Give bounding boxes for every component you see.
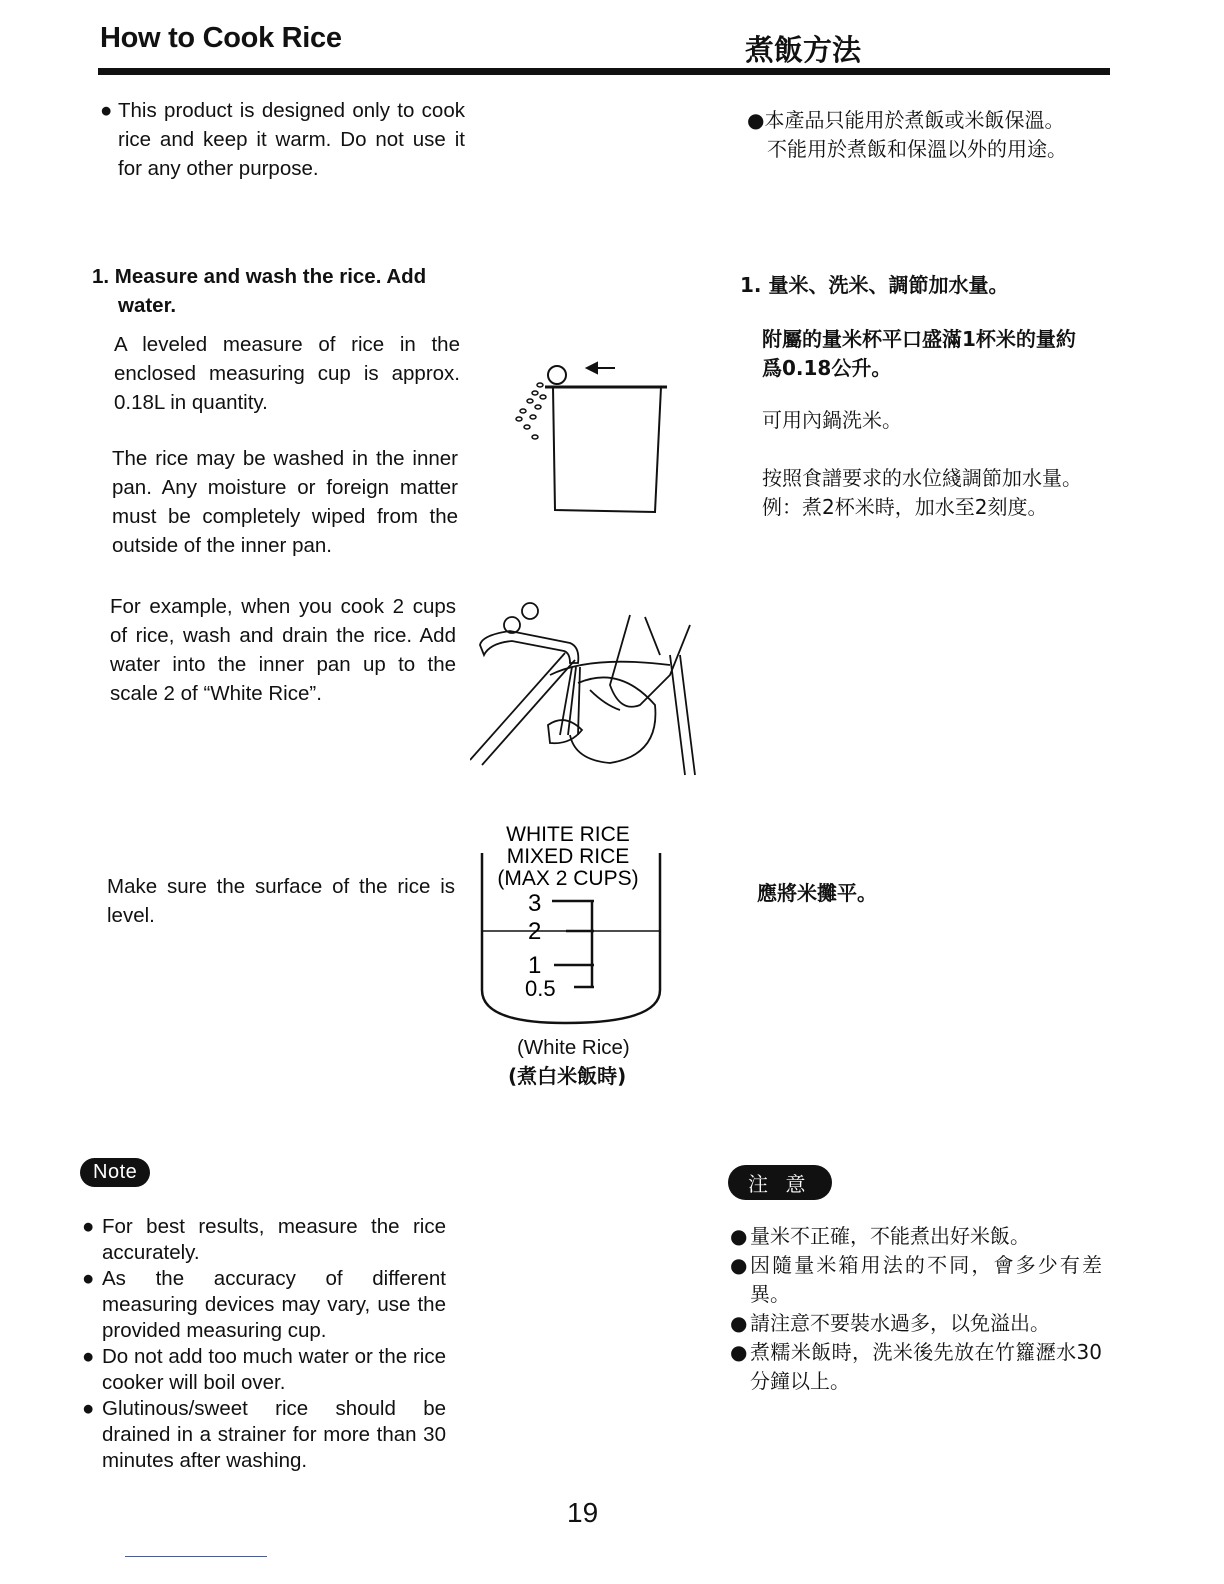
- intro-en-text: This product is designed only to cook rice and keep it warm. Do not use it for any other purpose.: [118, 99, 465, 180]
- step1-para1-zh: [762, 325, 1076, 383]
- water-scale-figure: [470, 815, 675, 1030]
- bullet-icon: ●: [730, 1224, 748, 1248]
- scale-caption-en: (White Rice): [517, 1036, 630, 1059]
- note-item-en: [84, 1344, 446, 1396]
- page-title-zh: 煮飯方法: [745, 33, 862, 67]
- step1-heading-en-text: 1. Measure and wash the rice. Add water.: [92, 265, 427, 317]
- scale-label-max: (MAX 2 CUPS): [497, 867, 639, 890]
- note-badge-en: [80, 1158, 150, 1187]
- level-note-zh: 應將米攤平。: [757, 881, 877, 905]
- note-item-zh: [732, 1338, 1102, 1396]
- note-list-zh: [732, 1222, 1102, 1396]
- bullet-icon: ●: [82, 1215, 95, 1238]
- water-stream-icon: [548, 667, 582, 743]
- bullet-icon: ●: [730, 1253, 748, 1277]
- step1-para3-zh-line1: 按照食譜要求的水位綫調節加水量。: [762, 466, 1082, 490]
- washing-rice-illustration: [470, 595, 720, 780]
- note-list-en: [84, 1214, 446, 1474]
- header-rule: [98, 68, 1110, 75]
- footer-line: [125, 1556, 267, 1557]
- bullet-icon: ●: [82, 1345, 95, 1368]
- measuring-cup-illustration: [505, 355, 685, 520]
- scale-mark-0-5: 0.5: [525, 976, 556, 1001]
- step1-para2-en: The rice may be washed in the inner pan. Any moisture or foreign matter must be completely wiped from the outside of the inner pan.: [112, 447, 458, 557]
- bullet-icon: ●: [747, 108, 765, 132]
- spilling-rice-icon: [516, 383, 546, 439]
- step1-para3-zh-line2: 例：煮2杯米時，加水至2刻度。: [762, 495, 1048, 519]
- note-item-zh-text: 請注意不要裝水過多，以免溢出。: [750, 1311, 1050, 1335]
- scale-label-mixed-rice: MIXED RICE: [506, 845, 630, 868]
- step1-heading-en: [92, 262, 462, 320]
- step1-para2-zh: 可用內鍋洗米。: [762, 408, 902, 432]
- step1-heading-zh: 1. 量米、洗米、調節加水量。: [740, 273, 1009, 297]
- bullet-icon: ●: [730, 1340, 748, 1364]
- note-item-en-text: As the accuracy of different measuring devices may vary, use the provided measuring cup.: [102, 1267, 446, 1342]
- step1-para3-zh: [762, 464, 1082, 522]
- intro-en: [100, 96, 465, 183]
- cup-outline-icon: [553, 387, 661, 512]
- page-title-en: How to Cook Rice: [100, 22, 342, 54]
- scale-mark-3: 3: [528, 890, 542, 917]
- note-item-en-text: Glutinous/sweet rice should be drained in a strainer for more than 30 minutes after washing.: [102, 1397, 446, 1472]
- intro-zh-line1: 本產品只能用於煮飯或米飯保溫。: [764, 108, 1065, 132]
- step1-para1-zh-line1: 附屬的量米杯平口盛滿1杯米的量約: [762, 327, 1076, 351]
- note-item-zh-text: 量米不正確，不能煮出好米飯。: [750, 1224, 1030, 1248]
- bullet-icon: ●: [82, 1267, 95, 1290]
- note-item-en: [84, 1396, 446, 1474]
- step1-para1-en: A leveled measure of rice in the enclosed measuring cup is approx. 0.18L in quantity.: [114, 333, 460, 414]
- intro-zh: [747, 106, 1127, 164]
- note-item-zh-text: 因隨量米箱用法的不同，會多少有差異。: [750, 1253, 1102, 1306]
- scale-mark-2: 2: [528, 918, 542, 945]
- note-item-zh: [732, 1251, 1102, 1309]
- scale-label-white-rice: WHITE RICE: [506, 823, 630, 846]
- bullet-icon: ●: [100, 99, 113, 122]
- step1-para3-en: For example, when you cook 2 cups of rice, wash and drain the rice. Add water into the inner pan up to the scale 2 of “White Rice”.: [110, 595, 456, 705]
- note-item-en: [84, 1266, 446, 1344]
- note-item-en-text: For best results, measure the rice accurately.: [102, 1215, 446, 1264]
- page-number: 19: [567, 1497, 599, 1528]
- note-badge-zh: [728, 1165, 832, 1200]
- arrow-head-icon: [587, 363, 597, 373]
- note-item-zh: [732, 1309, 1102, 1338]
- bullet-icon: ●: [82, 1397, 95, 1420]
- note-badge-zh-label: 注 意: [728, 1165, 832, 1200]
- step1-para1-zh-line2: 爲0.18公升。: [762, 356, 892, 380]
- note-item-en-text: Do not add too much water or the rice cooker will boil over.: [102, 1345, 446, 1394]
- note-item-en: [84, 1214, 446, 1266]
- note-item-zh-text: 煮糯米飯時，洗米後先放在竹籮瀝水30分鐘以上。: [750, 1340, 1102, 1393]
- level-note-en: Make sure the surface of the rice is level.: [107, 875, 455, 927]
- bullet-icon: ●: [730, 1311, 748, 1335]
- note-badge-en-label: Note: [80, 1158, 150, 1187]
- note-item-zh: [732, 1222, 1102, 1251]
- rice-grain-icon: [548, 366, 566, 384]
- scale-mark-1: 1: [528, 952, 542, 979]
- scale-caption-zh: (煮白米飯時): [508, 1064, 627, 1088]
- intro-zh-line2: 不能用於煮飯和保溫以外的用途。: [767, 137, 1067, 161]
